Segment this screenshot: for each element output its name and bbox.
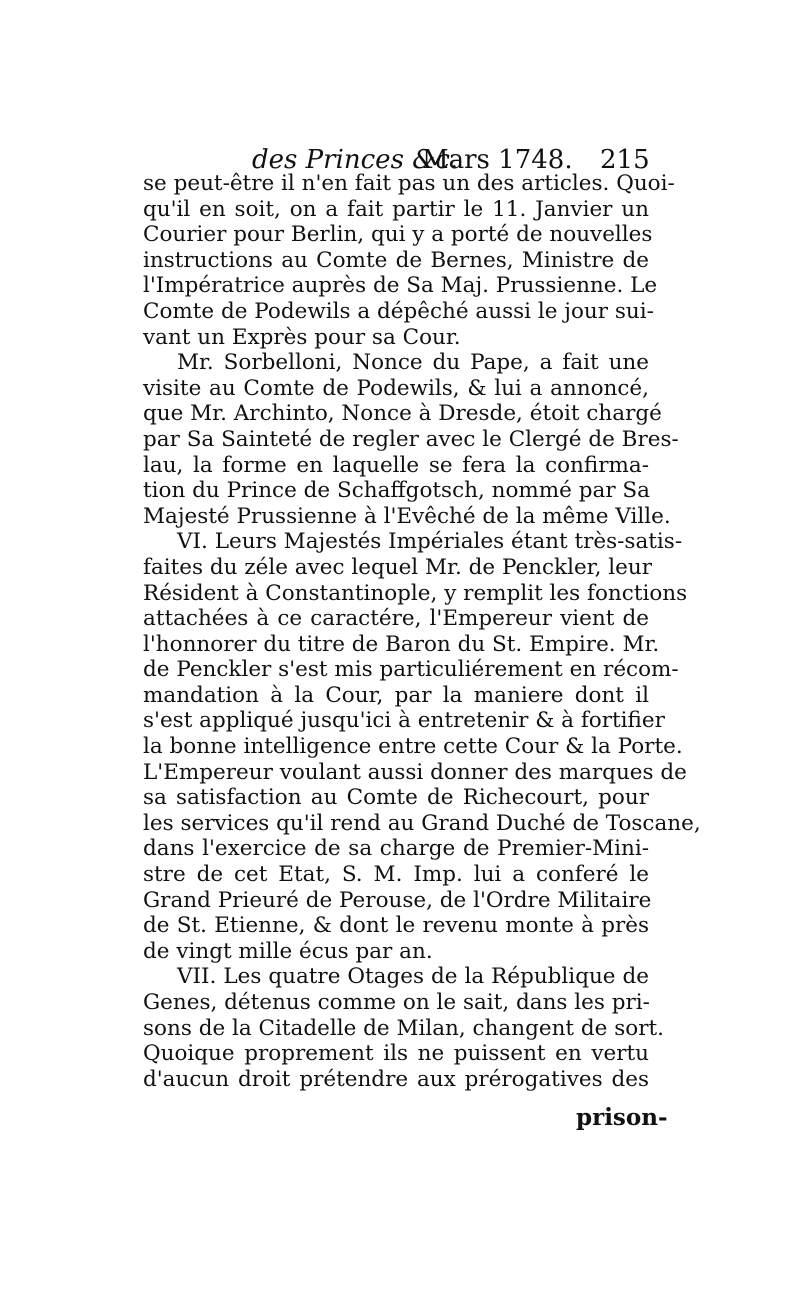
body-text <box>143 171 701 1092</box>
text-line: Genes, détenus comme on le sait, dans les pri- <box>143 990 650 1015</box>
text-line: qu'il en soit, on a fait partir le 11. Janvier un <box>143 196 649 222</box>
text-line: instructions au Comte de Bernes, Ministre de <box>143 247 649 273</box>
text-line: l'Impératrice auprès de Sa Maj. Prussienne. Le <box>143 273 658 299</box>
page-number: 215 <box>600 145 650 175</box>
paragraph-start: VI. Leurs Majestés Impériales étant très-satis- <box>177 529 683 555</box>
text-line: sons de la Citadelle de Milan, changent de sort. <box>143 1015 664 1041</box>
paragraph-start: Mr. Sorbelloni, Nonce du Pape, a fait une <box>177 350 649 376</box>
text-line: se peut-être il n'en fait pas un des articles. Quoi- <box>143 171 675 196</box>
catchword: prison- <box>576 1104 668 1131</box>
text-line: sa satisfaction au Comte de Richecourt, pour <box>143 785 649 811</box>
text-line: Courier pour Berlin, qui y a porté de nouvelles <box>143 222 653 248</box>
text-line: la bonne intelligence entre cette Cour & la Porte. <box>143 734 683 760</box>
text-line: dans l'exercice de sa charge de Premier-Mini- <box>143 836 649 862</box>
text-line: stre de cet Etat, S. M. Imp. lui a conferé le <box>143 862 649 888</box>
text-line: Quoique proprement ils ne puissent en vertu <box>143 1041 649 1067</box>
text-line: vant un Exprès pour sa Cour. <box>143 324 461 350</box>
text-line: tion du Prince de Schaffgotsch, nommé par Sa <box>143 478 650 504</box>
text-line: visite au Comte de Podewils, & lui a annoncé, <box>143 375 649 401</box>
text-line: que Mr. Archinto, Nonce à Dresde, étoit chargé <box>143 401 662 427</box>
text-line: Grand Prieuré de Perouse, de l'Ordre Militaire <box>143 887 652 913</box>
text-line: lau, la forme en laquelle se fera la confirma- <box>143 452 649 478</box>
text-line: de St. Etienne, & dont le revenu monte à près <box>143 913 649 939</box>
text-line: Majesté Prussienne à l'Evêché de la même Ville. <box>143 503 671 529</box>
text-line: de vingt mille écus par an. <box>143 938 433 964</box>
issue-date: Mars 1748. <box>422 145 573 175</box>
text-line: par Sa Sainteté de regler avec le Clergé de Bres- <box>143 426 679 452</box>
text-line: Comte de Podewils a dépêché aussi le jour sui- <box>143 298 654 324</box>
paragraph-start: VII. Les quatre Otages de la République de <box>177 964 649 990</box>
text-line: mandation à la Cour, par la maniere dont il <box>143 682 649 708</box>
text-line: de Penckler s'est mis particuliérement en récom- <box>143 657 679 683</box>
text-line: attachées à ce caractére, l'Empereur vient de <box>143 606 649 632</box>
text-line: Résident à Constantinople, y remplit les fonctions <box>143 580 688 606</box>
running-title: des Princes &c. <box>252 145 459 175</box>
text-line: L'Empereur voulant aussi donner des marques de <box>143 759 687 785</box>
text-line: d'aucun droit prétendre aux prérogatives des <box>143 1066 649 1092</box>
text-line: faites du zéle avec lequel Mr. de Penckler, leur <box>143 554 652 580</box>
text-line: l'honnorer du titre de Baron du St. Empire. Mr. <box>143 631 660 657</box>
text-line: s'est appliqué jusqu'ici à entretenir & à fortifier <box>143 708 665 734</box>
text-line: les services qu'il rend au Grand Duché de Toscane, <box>143 810 701 836</box>
